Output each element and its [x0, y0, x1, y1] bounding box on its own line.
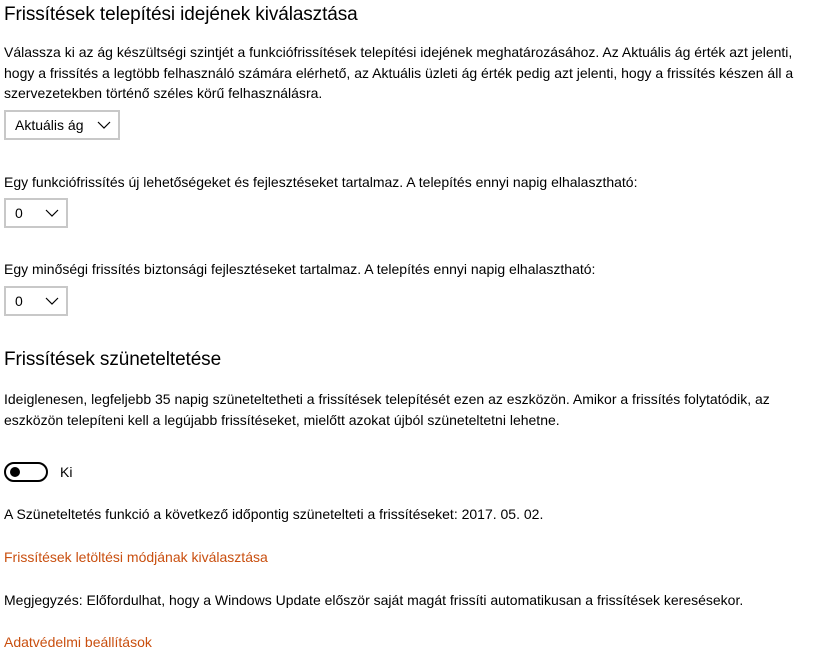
toggle-knob	[10, 467, 20, 477]
feature-update-defer-value: 0	[15, 205, 23, 221]
chevron-down-icon	[97, 120, 111, 130]
chevron-down-icon	[45, 208, 59, 218]
quality-update-defer-select[interactable]	[4, 286, 68, 316]
privacy-settings-link[interactable]: Adatvédelmi beállítások	[4, 634, 152, 650]
pause-updates-toggle[interactable]	[4, 462, 48, 482]
pause-updates-title: Frissítések szüneteltetése	[4, 349, 222, 370]
windows-update-note: Megjegyzés: Előfordulhat, hogy a Windows Update először saját magát frissíti automatikusan a frissítések keresésekor.	[4, 592, 744, 608]
pause-toggle-label: Ki	[60, 464, 73, 480]
feature-update-defer-select[interactable]	[4, 198, 68, 228]
pause-until-text: A Szüneteltetés funkció a következő időpontig szünetelteti a frissítéseket: 2017. 05. 02.	[4, 506, 544, 522]
chevron-down-icon	[45, 296, 59, 306]
quality-update-defer-value: 0	[15, 293, 23, 309]
branch-readiness-select[interactable]	[4, 110, 120, 140]
feature-update-text: Egy funkciófrissítés új lehetőségeket és fejlesztéseket tartalmaz. A telepítés ennyi napig elhalasztható:	[4, 174, 638, 190]
delivery-optimization-link[interactable]: Frissítések letöltési módjának kiválasztása	[4, 549, 268, 565]
install-timing-description: Válassza ki az ág készültségi szintjét a funkciófrissítések telepítési idejének meghatározásához. Az Aktuális ág érték azt jelenti, hogy a frissítés a legtöbb felhasználó számára elérhető, az Aktuális üzleti ág érték pedig azt jelenti, hogy a frissítés készen áll a szervezetekben történő széles körű felhasználásra.	[4, 44, 794, 101]
branch-readiness-value: Aktuális ág	[15, 117, 84, 133]
pause-updates-description: Ideiglenesen, legfeljebb 35 napig szüneteltetheti a frissítések telepítését ezen az eszközön. Amikor a frissítés folytatódik, az eszközön telepíteni kell a legújabb frissítéseket, mielőtt azokat újból szüneteltetni lehetne.	[4, 391, 770, 428]
quality-update-text: Egy minőségi frissítés biztonsági fejlesztéseket tartalmaz. A telepítés ennyi napig elhalasztható:	[4, 261, 596, 277]
install-timing-title: Frissítések telepítési idejének kiválasztása	[4, 4, 358, 25]
